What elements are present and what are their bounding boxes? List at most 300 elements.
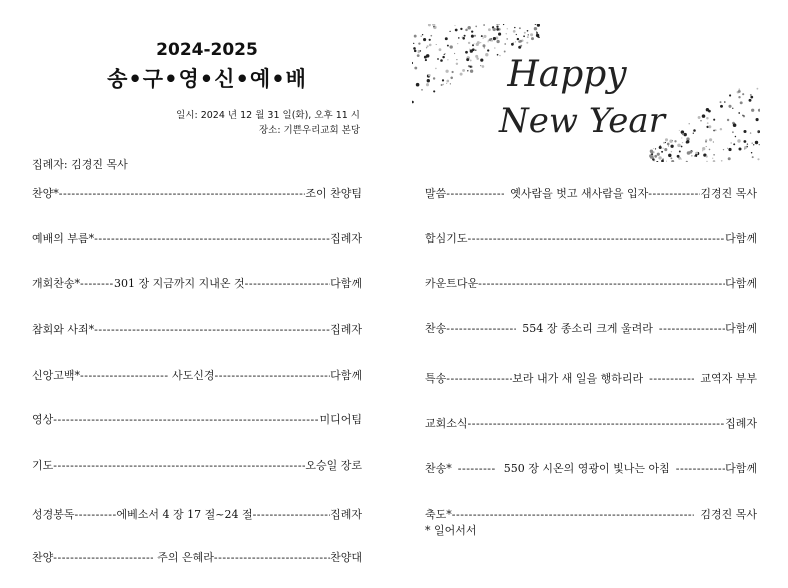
confetti-dot bbox=[677, 144, 680, 147]
confetti-dot bbox=[465, 51, 468, 54]
confetti-dot bbox=[456, 59, 457, 60]
confetti-dot bbox=[720, 128, 722, 130]
order-item-title: 교회소식 bbox=[425, 417, 468, 430]
confetti-dot bbox=[472, 44, 474, 46]
order-item-title: 찬양 bbox=[32, 551, 54, 564]
confetti-dot bbox=[658, 156, 661, 159]
confetti-dot bbox=[450, 45, 453, 48]
confetti-dot bbox=[519, 27, 521, 29]
confetti-dot bbox=[471, 30, 473, 32]
confetti-dot bbox=[660, 145, 661, 146]
confetti-dot bbox=[709, 149, 711, 151]
confetti-dot bbox=[458, 37, 460, 39]
order-item-content: 주의 은혜라 bbox=[157, 551, 214, 564]
order-item-content: 사도신경 bbox=[172, 369, 215, 382]
confetti-dot bbox=[470, 70, 473, 73]
confetti-dot bbox=[488, 28, 491, 31]
confetti-dot bbox=[526, 42, 528, 44]
confetti-dot bbox=[738, 96, 740, 98]
confetti-dot bbox=[652, 158, 654, 160]
confetti-dot bbox=[446, 83, 447, 84]
order-item-person: 조이 찬양팀 bbox=[305, 187, 362, 200]
leader-dots bbox=[80, 277, 114, 290]
confetti-dot bbox=[483, 24, 485, 26]
order-item-person: 다함께 bbox=[725, 277, 757, 290]
order-item-content: 옛사람을 벗고 새사람을 입자 bbox=[510, 187, 649, 200]
confetti-dot bbox=[693, 129, 696, 132]
confetti-dot bbox=[727, 119, 729, 121]
confetti-dot bbox=[706, 161, 707, 162]
confetti-dot bbox=[706, 155, 708, 157]
confetti-dot bbox=[712, 158, 713, 159]
leader-dots bbox=[478, 277, 725, 290]
confetti-dot bbox=[750, 132, 751, 133]
leader-dots bbox=[446, 372, 512, 385]
order-item-person: 다함께 bbox=[330, 369, 362, 382]
confetti-dot bbox=[756, 118, 759, 121]
order-item bbox=[32, 411, 362, 427]
confetti-dot bbox=[424, 56, 427, 59]
confetti-dot bbox=[733, 123, 737, 127]
confetti-dot bbox=[735, 136, 737, 138]
confetti-dot bbox=[651, 151, 653, 153]
confetti-dot bbox=[684, 133, 687, 136]
confetti-dot bbox=[738, 90, 741, 93]
leader-dots bbox=[245, 277, 330, 290]
confetti-dot bbox=[752, 143, 753, 144]
confetti-dot bbox=[758, 109, 760, 112]
confetti-dot bbox=[733, 143, 735, 145]
confetti-dot bbox=[433, 77, 435, 79]
confetti-dot bbox=[460, 28, 462, 30]
order-item bbox=[425, 370, 757, 386]
confetti-dot bbox=[656, 161, 658, 162]
leader-dots bbox=[94, 323, 330, 336]
confetti-dot bbox=[417, 54, 420, 57]
confetti-dot bbox=[484, 47, 485, 48]
confetti-dot bbox=[413, 43, 414, 44]
confetti-dot bbox=[506, 38, 508, 40]
service-place: 장소: 기쁜우리교회 본당 bbox=[258, 125, 360, 136]
order-item bbox=[32, 457, 362, 473]
happy-new-year-image bbox=[412, 24, 760, 162]
confetti-dot bbox=[432, 24, 435, 26]
confetti-dot bbox=[670, 145, 673, 148]
order-item-title: 축도* bbox=[425, 508, 452, 521]
order-item-title: 참회와 사죄* bbox=[32, 323, 95, 336]
order-item-person: 다함께 bbox=[725, 462, 757, 475]
new-year-text: New Year bbox=[499, 101, 665, 141]
confetti-dot bbox=[657, 153, 660, 156]
order-item bbox=[425, 185, 757, 201]
service-date: 일시: 2024 년 12 월 31 일(화), 오후 11 시 bbox=[176, 110, 360, 121]
confetti-dot bbox=[702, 114, 706, 118]
order-item-person: 교역자 부부 bbox=[700, 372, 757, 385]
confetti-dot bbox=[487, 41, 488, 42]
confetti-dot bbox=[682, 133, 684, 135]
confetti-dot bbox=[682, 142, 683, 143]
confetti-dot bbox=[664, 148, 667, 151]
confetti-dot bbox=[480, 59, 483, 62]
confetti-dot bbox=[665, 138, 668, 141]
confetti-dot bbox=[503, 24, 504, 25]
confetti-dot bbox=[698, 116, 701, 119]
order-item-title: 찬송* bbox=[425, 462, 452, 475]
confetti-dot bbox=[523, 35, 525, 37]
confetti-dot bbox=[442, 56, 444, 58]
confetti-dot bbox=[668, 146, 669, 147]
confetti-dot bbox=[513, 30, 516, 33]
confetti-dot bbox=[480, 42, 481, 43]
leader-dots bbox=[659, 322, 725, 335]
confetti-dot bbox=[737, 139, 740, 142]
confetti-dot bbox=[414, 50, 417, 53]
confetti-dot bbox=[744, 148, 745, 149]
confetti-dot bbox=[454, 53, 455, 54]
confetti-dot bbox=[428, 24, 431, 26]
confetti-dot bbox=[514, 27, 515, 28]
confetti-dot bbox=[475, 50, 476, 51]
order-item-title: 예배의 부름* bbox=[32, 232, 95, 245]
leader-dots bbox=[215, 369, 331, 382]
confetti-dot bbox=[442, 79, 444, 81]
confetti-dot bbox=[537, 24, 540, 27]
standing-footnote: * 일어서서 bbox=[425, 524, 477, 537]
confetti-dot bbox=[744, 140, 747, 143]
confetti-dot bbox=[493, 37, 496, 40]
confetti-dot bbox=[747, 143, 748, 144]
confetti-dot bbox=[497, 54, 499, 56]
confetti-dot bbox=[705, 141, 707, 143]
confetti-dot bbox=[460, 73, 463, 76]
service-leader: 집례자: 김경진 목사 bbox=[32, 158, 128, 171]
confetti-dot bbox=[655, 148, 656, 149]
confetti-dot bbox=[723, 149, 724, 150]
confetti-dot bbox=[743, 130, 746, 133]
confetti-dot bbox=[721, 160, 723, 162]
confetti-dot bbox=[462, 69, 465, 72]
confetti-dot bbox=[738, 112, 740, 114]
confetti-dot bbox=[527, 30, 529, 32]
confetti-dot bbox=[751, 109, 754, 112]
confetti-dot bbox=[729, 94, 731, 96]
confetti-dot bbox=[520, 45, 522, 47]
leader-dots bbox=[468, 417, 726, 430]
leader-dots bbox=[676, 462, 725, 475]
order-item bbox=[32, 275, 362, 291]
confetti-dot bbox=[667, 143, 670, 146]
confetti-dot bbox=[527, 36, 529, 38]
confetti-dot bbox=[499, 55, 500, 56]
confetti-dot bbox=[713, 141, 714, 142]
order-item-person: 다함께 bbox=[725, 322, 757, 335]
confetti-dot bbox=[651, 153, 653, 155]
happy-text: Happy bbox=[507, 54, 627, 95]
confetti-dot bbox=[679, 130, 680, 131]
leader-dots bbox=[452, 508, 695, 521]
leader-dots bbox=[468, 232, 726, 245]
confetti-dot bbox=[654, 155, 657, 158]
confetti-dot bbox=[493, 28, 496, 31]
leader-dots bbox=[80, 369, 168, 382]
confetti-dot bbox=[750, 96, 753, 99]
confetti-dot bbox=[477, 41, 480, 44]
order-item-person: 집례자 bbox=[330, 232, 362, 245]
confetti-dot bbox=[467, 70, 468, 71]
confetti-dot bbox=[414, 35, 417, 38]
order-item-title: 찬송 bbox=[425, 322, 447, 335]
confetti-dot bbox=[740, 101, 743, 104]
confetti-dot bbox=[425, 59, 427, 61]
confetti-dot bbox=[507, 28, 508, 29]
confetti-dot bbox=[751, 152, 752, 153]
confetti-dot bbox=[757, 131, 758, 132]
confetti-dot bbox=[491, 39, 493, 41]
order-item-person: 집례자 bbox=[330, 323, 362, 336]
confetti-dot bbox=[418, 50, 420, 52]
confetti-dot bbox=[695, 155, 697, 157]
confetti-dot bbox=[472, 48, 475, 51]
confetti-dot bbox=[445, 37, 448, 40]
confetti-dot bbox=[661, 160, 664, 162]
confetti-dot bbox=[677, 155, 680, 158]
confetti-dot bbox=[467, 26, 471, 30]
confetti-dot bbox=[702, 150, 703, 151]
confetti-dot bbox=[671, 151, 672, 152]
confetti-dot bbox=[708, 110, 711, 113]
confetti-dot bbox=[536, 32, 538, 34]
confetti-dot bbox=[519, 40, 522, 43]
service-year: 2024-2025 bbox=[156, 40, 258, 60]
confetti-dot bbox=[709, 138, 712, 141]
order-item-person: 찬양대 bbox=[330, 551, 362, 564]
confetti-dot bbox=[524, 32, 526, 34]
confetti-dot bbox=[428, 74, 431, 77]
confetti-dot bbox=[497, 24, 498, 25]
leader-dots bbox=[214, 551, 330, 564]
confetti-dot bbox=[494, 47, 496, 49]
confetti-dot bbox=[661, 151, 663, 153]
confetti-dot bbox=[483, 44, 486, 47]
order-item-title: 영상 bbox=[32, 413, 54, 426]
order-item-person: 집례자 bbox=[725, 417, 757, 430]
confetti-dot bbox=[668, 154, 671, 157]
confetti-dot bbox=[530, 33, 533, 36]
confetti-dot bbox=[504, 43, 506, 45]
confetti-dot bbox=[429, 44, 432, 47]
confetti-dot bbox=[437, 58, 439, 60]
confetti-dot bbox=[663, 142, 665, 144]
confetti-dot bbox=[449, 31, 450, 32]
order-item-title: 신앙고백* bbox=[32, 369, 81, 382]
order-item bbox=[425, 415, 757, 431]
confetti-dot bbox=[720, 101, 722, 103]
confetti-dot bbox=[757, 158, 759, 160]
confetti-dot bbox=[474, 43, 475, 44]
confetti-dot bbox=[753, 144, 754, 145]
leader-dots bbox=[446, 187, 504, 200]
confetti-dot bbox=[492, 27, 493, 28]
confetti-dot bbox=[457, 43, 458, 44]
confetti-dot bbox=[468, 42, 470, 44]
order-item bbox=[425, 506, 757, 522]
confetti-dot bbox=[469, 66, 471, 68]
confetti-dot bbox=[466, 58, 469, 61]
confetti-dot bbox=[481, 35, 483, 37]
order-item-title: 특송 bbox=[425, 372, 447, 385]
confetti-dot bbox=[681, 159, 682, 160]
leader-dots bbox=[649, 372, 694, 385]
confetti-dot bbox=[421, 35, 422, 36]
confetti-dot bbox=[447, 45, 449, 47]
confetti-dot bbox=[498, 33, 501, 36]
confetti-dot bbox=[506, 33, 507, 34]
confetti-dot bbox=[426, 47, 427, 48]
confetti-dot bbox=[496, 28, 499, 31]
confetti-dot bbox=[469, 51, 470, 52]
confetti-dot bbox=[482, 65, 485, 68]
confetti-dot bbox=[439, 48, 442, 51]
confetti-dot bbox=[462, 37, 465, 40]
confetti-dot bbox=[446, 80, 449, 83]
order-item bbox=[425, 230, 757, 246]
order-item-title: 말씀 bbox=[425, 187, 447, 200]
confetti-dot bbox=[498, 24, 500, 25]
confetti-dot bbox=[759, 144, 760, 145]
confetti-dot bbox=[516, 34, 517, 35]
confetti-dot bbox=[413, 47, 416, 50]
order-item-title: 카운트다운 bbox=[425, 277, 479, 290]
confetti-dot bbox=[430, 35, 432, 37]
confetti-dot bbox=[681, 146, 683, 148]
confetti-dot bbox=[713, 160, 716, 162]
confetti-dot bbox=[713, 119, 715, 121]
confetti-dot bbox=[452, 71, 454, 73]
confetti-dot bbox=[670, 157, 672, 159]
order-item-person: 집례자 bbox=[330, 508, 362, 521]
confetti-dot bbox=[730, 142, 732, 144]
confetti-dot bbox=[679, 151, 681, 153]
confetti-dot bbox=[691, 155, 692, 156]
order-item-person: 오승일 장로 bbox=[305, 459, 362, 472]
order-item bbox=[32, 549, 362, 565]
confetti-dot bbox=[706, 146, 707, 147]
leader-dots bbox=[94, 232, 330, 245]
confetti-dots-bottom-right bbox=[649, 88, 760, 162]
leader-dots bbox=[53, 413, 319, 426]
leader-dots bbox=[446, 322, 516, 335]
order-item bbox=[425, 320, 757, 336]
confetti-dot bbox=[689, 123, 690, 124]
confetti-dot bbox=[450, 77, 453, 80]
confetti-dot bbox=[534, 27, 537, 30]
confetti-dot bbox=[445, 70, 448, 73]
confetti-dot bbox=[724, 101, 726, 103]
order-item-person: 미디어팀 bbox=[319, 413, 362, 426]
confetti-dot bbox=[732, 108, 733, 109]
order-item-person: 다함께 bbox=[725, 232, 757, 245]
order-item-person: 김경진 목사 bbox=[700, 187, 757, 200]
confetti-dot bbox=[515, 41, 516, 42]
confetti-dot bbox=[666, 161, 667, 162]
order-item-content: 554 장 종소리 크게 울려라 bbox=[522, 322, 653, 335]
confetti-dot bbox=[450, 83, 451, 84]
order-item-title: 기도 bbox=[32, 459, 54, 472]
confetti-dot bbox=[470, 59, 472, 61]
confetti-dot bbox=[487, 49, 489, 51]
confetti-dot bbox=[416, 83, 420, 87]
confetti-dot bbox=[650, 155, 653, 158]
confetti-dot bbox=[482, 37, 483, 38]
confetti-dot bbox=[750, 94, 752, 96]
confetti-dot bbox=[442, 84, 444, 86]
leader-dots bbox=[458, 462, 496, 475]
confetti-dot bbox=[693, 133, 694, 134]
confetti-dot bbox=[715, 129, 717, 131]
order-item bbox=[32, 321, 362, 337]
confetti-dot bbox=[504, 51, 506, 53]
confetti-dot bbox=[535, 24, 537, 25]
confetti-dot bbox=[511, 43, 514, 46]
leader-dots bbox=[53, 551, 153, 564]
confetti-dot bbox=[749, 99, 752, 102]
confetti-dot bbox=[475, 26, 477, 28]
order-item-person: 다함께 bbox=[330, 277, 362, 290]
confetti-dot bbox=[517, 38, 519, 40]
confetti-dot bbox=[436, 44, 437, 45]
order-item-title: 성경봉독 bbox=[32, 508, 75, 521]
confetti-dot bbox=[686, 141, 689, 144]
confetti-dot bbox=[422, 34, 423, 35]
confetti-dot bbox=[471, 35, 474, 38]
leader-dots bbox=[53, 459, 305, 472]
confetti-dot bbox=[732, 131, 734, 133]
confetti-dot bbox=[728, 105, 731, 108]
confetti-dot bbox=[412, 101, 414, 104]
confetti-dot bbox=[429, 39, 431, 41]
order-item-person: 김경진 목사 bbox=[700, 508, 757, 521]
confetti-dot bbox=[455, 29, 458, 32]
confetti-dot bbox=[531, 37, 534, 40]
confetti-dot bbox=[421, 89, 422, 90]
confetti-dot bbox=[720, 105, 723, 108]
confetti-dot bbox=[713, 154, 715, 156]
confetti-dot bbox=[683, 131, 684, 132]
confetti-dot bbox=[706, 117, 708, 119]
confetti-dot bbox=[738, 147, 741, 150]
confetti-dot bbox=[707, 122, 709, 124]
confetti-dot bbox=[728, 148, 731, 151]
order-item bbox=[32, 367, 362, 383]
confetti-dot bbox=[464, 35, 466, 37]
order-item bbox=[32, 185, 362, 201]
confetti-dot bbox=[440, 59, 443, 62]
confetti-dot bbox=[427, 45, 429, 47]
confetti-dot bbox=[687, 151, 691, 155]
leader-dots bbox=[75, 508, 117, 521]
confetti-dot bbox=[427, 79, 430, 82]
confetti-dot bbox=[672, 140, 673, 141]
confetti-decoration bbox=[412, 24, 760, 162]
confetti-dot bbox=[755, 141, 758, 144]
confetti-dot bbox=[423, 38, 426, 41]
confetti-dot bbox=[528, 34, 529, 35]
confetti-dot bbox=[491, 38, 492, 39]
confetti-dot bbox=[653, 148, 654, 149]
order-item-title: 개회찬송* bbox=[32, 277, 81, 290]
confetti-dot bbox=[485, 53, 488, 56]
confetti-dot bbox=[738, 88, 740, 90]
